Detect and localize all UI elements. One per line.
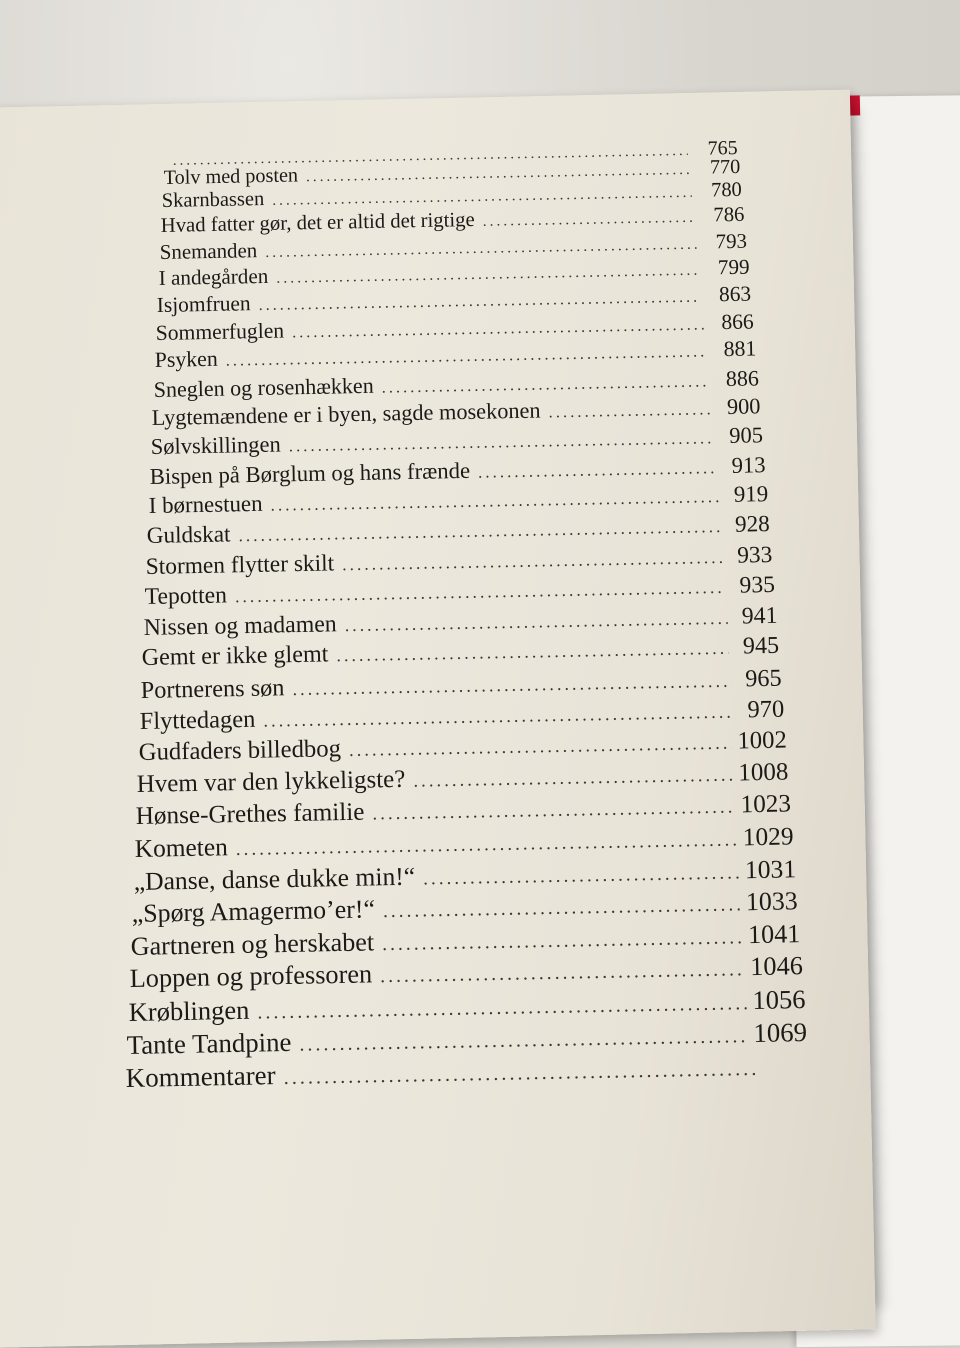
- toc-entry-page-number: 1056: [751, 984, 806, 1016]
- dot-leader: [263, 701, 734, 731]
- toc-entry-title: Tolv med posten: [163, 164, 298, 190]
- toc-entry-page-number: 1002: [736, 726, 787, 755]
- toc-entry-page-number: 1023: [740, 790, 792, 819]
- dot-leader: [283, 1058, 759, 1090]
- toc-entry-page-number: 886: [725, 365, 759, 391]
- toc-entry-page-number: 933: [737, 541, 773, 569]
- dot-leader: [478, 458, 716, 483]
- toc-entry-page-number: 866: [721, 309, 755, 334]
- dot-leader: [225, 342, 706, 371]
- toc-entry-title: Hønse-Grethes familie: [135, 798, 365, 830]
- toc-entry-page-number: 900: [727, 393, 762, 420]
- toc-entry-title: Krøblingen: [127, 994, 250, 1028]
- toc-entry-title: Portnerens søn: [140, 673, 285, 704]
- toc-entry-page-number: 1008: [738, 758, 789, 787]
- toc-entry-page-number: 1033: [745, 886, 799, 917]
- toc-entry-page-number: 945: [743, 633, 780, 660]
- toc-entry-page-number: 780: [711, 179, 743, 202]
- toc-entry-title: Hvem var den lykkeligste?: [136, 765, 406, 798]
- toc-entry-page-number: 1041: [747, 918, 801, 949]
- toc-entry-title: Skarnbassen: [162, 188, 265, 213]
- dot-leader: [270, 487, 718, 516]
- toc-entry-page-number: 965: [745, 664, 782, 692]
- dot-leader: [422, 862, 738, 890]
- toc-entry-page-number: 799: [717, 254, 750, 280]
- toc-entry-page-number: 786: [713, 203, 745, 227]
- dot-leader: [383, 895, 740, 924]
- toc-entry-title: Sølvskillingen: [150, 431, 282, 460]
- toc-entry-title: I andegården: [158, 264, 269, 291]
- toc-entry-page-number: 1029: [742, 822, 794, 852]
- toc-entry-title: Kommentarer: [125, 1060, 276, 1094]
- toc-entry-title: Lygtemændene er i byen, sagde mosekonen: [151, 397, 542, 431]
- toc-entry-title: Nissen og madamen: [143, 610, 337, 641]
- dot-leader: [342, 546, 723, 574]
- toc-entry-title: I børnestuen: [148, 491, 263, 519]
- toc-entry-title: Stormen flytter skilt: [145, 549, 335, 580]
- toc-entry-page-number: 928: [735, 511, 771, 539]
- toc-entry-title: Bispen på Børglum og hans frænde: [149, 457, 471, 489]
- toc-entry-page-number: 770: [709, 156, 741, 179]
- dot-leader: [413, 765, 732, 793]
- toc-entry-title: „Spørg Amagermo’er!“: [131, 894, 376, 929]
- dot-leader: [372, 796, 735, 825]
- toc-entry-page-number: 935: [739, 571, 776, 599]
- toc-entry-title: Snemanden: [159, 238, 258, 265]
- toc-entry-title: Sommerfuglen: [155, 318, 285, 345]
- dot-leader: [337, 638, 730, 667]
- dot-leader: [549, 400, 711, 423]
- dot-leader: [292, 670, 732, 699]
- toc-entry-page-number: [766, 1074, 810, 1075]
- dot-leader: [380, 959, 745, 989]
- toc-entry-page-number: 793: [715, 228, 748, 254]
- dot-leader: [344, 607, 727, 635]
- toc-entry-page-number: 1046: [749, 951, 803, 982]
- toc-entry-page-number: 905: [729, 422, 764, 449]
- toc-entry-title: Psyken: [154, 347, 218, 373]
- dot-leader: [239, 516, 721, 546]
- toc-entry-page-number: 941: [741, 602, 778, 630]
- toc-entry-title: Gemt er ikke glemt: [141, 641, 329, 672]
- toc-entry-title: Kometen: [134, 833, 228, 863]
- toc-entry-page-number: 919: [733, 481, 769, 508]
- toc-entry-title: Hvad fatter gør, det er altid det rigtige: [160, 208, 476, 237]
- toc-entry-title: Flyttedagen: [139, 705, 256, 735]
- dot-leader: [483, 208, 695, 230]
- dot-leader: [289, 429, 714, 457]
- toc-entry-title: Tepotten: [144, 582, 228, 610]
- toc-entry-page-number: 913: [731, 451, 766, 478]
- toc-entry-title: Isjomfruen: [156, 291, 252, 318]
- dot-leader: [381, 371, 709, 397]
- toc-entry-title: Gartneren og herskabet: [130, 927, 375, 961]
- toc-entry-title: Guldskat: [146, 521, 232, 550]
- toc-entry-page-number: 765: [707, 137, 738, 160]
- toc-entry-title: „Danse, danse dukke min!“: [132, 861, 415, 896]
- dot-leader: [235, 577, 725, 607]
- toc-entry-page-number: 881: [723, 336, 757, 362]
- toc-entry-page-number: 1031: [744, 854, 796, 885]
- toc-entry-page-number: 970: [747, 695, 785, 724]
- toc-entry-page-number: 1069: [753, 1016, 808, 1048]
- toc-entry-title: Tante Tandpine: [126, 1026, 292, 1060]
- toc-entry-title: Loppen og professoren: [129, 959, 373, 994]
- dot-leader: [382, 927, 742, 956]
- toc-entry-title: Sneglen og rosenhækken: [153, 372, 374, 402]
- toc-entry-page-number: 863: [719, 281, 752, 307]
- dot-leader: [348, 733, 731, 762]
- toc-entry-title: Gudfaders billedbog: [138, 735, 341, 767]
